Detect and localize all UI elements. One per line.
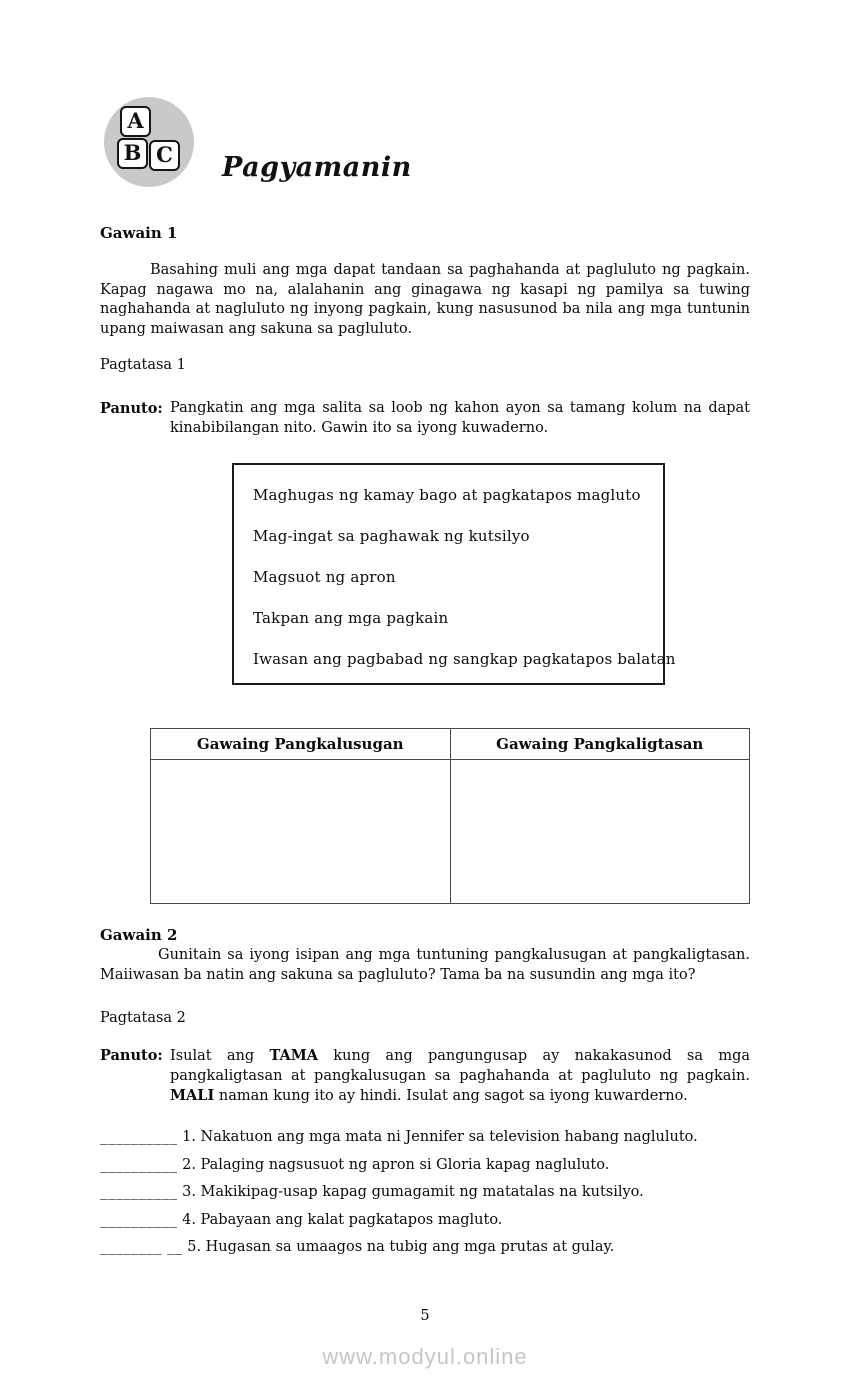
table-header-row: [151, 729, 750, 760]
list-item: [100, 1211, 750, 1231]
panuto2-text: [170, 1046, 750, 1107]
list-item-text: 2. Palaging nagsusuot ng apron si Gloria kapag nagluluto.: [182, 1156, 610, 1173]
table-cell-pangkalusugan: [151, 760, 451, 904]
list-item: [100, 1156, 750, 1176]
answer-blank: ________ __: [100, 1239, 183, 1255]
panuto1-text: Pangkatin ang mga salita sa loob ng kahon ayon sa tamang kolum na dapat kinabibilangan nito. Gawin ito sa iyong kuwaderno.: [170, 400, 750, 436]
word-box-item: Mag-ingat sa paghawak ng kutsilyo: [253, 527, 530, 545]
sorting-table: [150, 728, 750, 904]
page-title: Pagyamanin: [222, 152, 412, 183]
word-box: [232, 463, 676, 685]
panuto2-text-part1: Isulat ang: [170, 1048, 270, 1064]
panuto2-bold-tama: TAMA: [269, 1047, 319, 1064]
list-item: [100, 1238, 750, 1258]
gawain2-heading: Gawain 2: [100, 926, 178, 944]
pagtatasa1-label: Pagtatasa 1: [100, 357, 186, 373]
logo-block-b: B: [117, 138, 148, 169]
table-cell-pangkaligtasan: [450, 760, 750, 904]
list-item-text: 5. Hugasan sa umaagos na tubig ang mga prutas at gulay.: [187, 1239, 615, 1255]
gawain2-paragraph: Gunitain sa iyong isipan ang mga tuntuning pangkalusugan at pangkaligtasan. Maiiwasan ba natin ang sakuna sa pagluluto? Tama ba na susundin ang mga ito?: [100, 947, 750, 983]
watermark: www.modyul.online: [322, 1344, 528, 1369]
panuto1-label: Panuto:: [100, 400, 163, 417]
page-number: 5: [420, 1308, 430, 1324]
table-header-pangkaligtasan: Gawaing Pangkaligtasan: [450, 729, 750, 760]
pagtatasa2-label: Pagtatasa 2: [100, 1010, 186, 1026]
answer-blank: __________: [100, 1211, 178, 1228]
answer-blank: __________: [100, 1129, 178, 1145]
abc-blocks-logo-icon: [104, 97, 194, 187]
word-box-item: Iwasan ang pagbabad ng sangkap pagkatapos balatan: [253, 650, 676, 668]
list-item-text: 1. Nakatuon ang mga mata ni Jennifer sa television habang nagluluto.: [182, 1129, 698, 1145]
answer-blank: __________: [100, 1184, 178, 1200]
panuto2-block: [100, 1046, 750, 1107]
panuto2-text-part2: kung ang pangungusap ay nakakasunod sa mga pangkaligtasan at pangkalusugan sa paghahanda at pagluluto ng pagkain.: [170, 1048, 750, 1084]
panuto2-bold-mali: MALI: [170, 1087, 215, 1104]
list-item: [100, 1183, 750, 1203]
answer-blank: __________: [100, 1156, 178, 1173]
word-box-item: Takpan ang mga pagkain: [253, 609, 449, 627]
table-header-pangkalusugan: Gawaing Pangkalusugan: [151, 729, 451, 760]
word-box-item: Maghugas ng kamay bago at pagkatapos magluto: [253, 486, 641, 504]
word-box-item: Magsuot ng apron: [253, 568, 396, 586]
fill-in-list: [100, 1128, 750, 1266]
list-item: [100, 1128, 750, 1148]
table-body-row: [151, 760, 750, 904]
logo-block-c: C: [149, 140, 180, 171]
panuto2-text-part3: naman kung ito ay hindi. Isulat ang sagot sa iyong kuwarderno.: [214, 1088, 688, 1104]
logo-block-a: A: [120, 106, 151, 137]
panuto1-block: [100, 399, 750, 438]
list-item-text: 4. Pabayaan ang kalat pagkatapos magluto.: [182, 1211, 503, 1228]
panuto2-label: Panuto:: [100, 1047, 163, 1064]
gawain1-paragraph: Basahing muli ang mga dapat tandaan sa paghahanda at pagluluto ng pagkain. Kapag nagawa mo na, alalahanin ang ginagawa ng kasapi ng pamilya sa tuwing naghahanda at nagluluto ng inyong pagkain, kung nasusunod ba nila ang mga tuntunin upang maiwasan ang sakuna sa pagluluto.: [100, 262, 750, 337]
list-item-text: 3. Makikipag-usap kapag gumagamit ng matatalas na kutsilyo.: [182, 1184, 644, 1200]
gawain1-heading: Gawain 1: [100, 224, 178, 242]
